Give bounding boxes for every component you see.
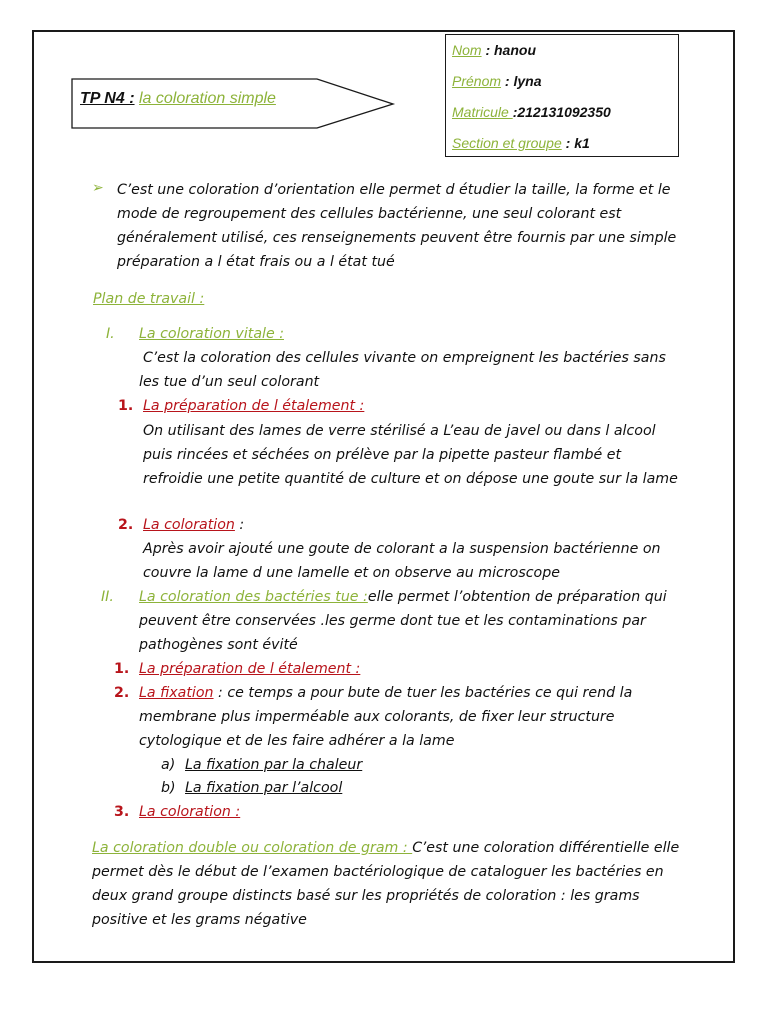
s1-item1-heading: La préparation de l étalement :: [143, 398, 365, 414]
s1-item1-text: On utilisant des lames de verre stérilisé a L’eau de javel ou dans l alcool puis rincées et séchées on prélève par la pipette pasteur flambé et refroidie une petite quantité de culture et on dépose une goute sur la lame: [143, 423, 678, 487]
section1-number: I.: [106, 326, 115, 342]
page-border: [32, 30, 735, 963]
s2-sub-b-text: La fixation par l’alcool: [185, 780, 343, 796]
s2-item2-paragraph: [139, 681, 679, 753]
gram-text: C’est une coloration différentielle elle permet dès le début de l’examen bactériologique de cataloguer les bactéries en deux grand groupe distincts basé sur les propriétés de coloration : les grams positive et les grams négative: [92, 840, 680, 928]
s2-item2-text: : ce temps a pour bute de tuer les bactéries ce qui rend la membrane plus imperméable aux colorants, de fixer leur structure cytologique et de les faire adhérer a la lame: [139, 685, 633, 749]
prenom-row: [452, 68, 672, 99]
s2-item3-heading: La coloration :: [139, 804, 241, 820]
section1-text: C’est la coloration des cellules vivante on empreignent les bactéries sans les tue d’un seul colorant: [139, 350, 666, 390]
section2-paragraph: [139, 585, 684, 657]
bullet-arrow-icon: ➢: [92, 180, 104, 196]
section-label: Section et groupe: [452, 135, 562, 151]
section2-text: elle permet l’obtention de préparation qui peuvent être conservées .les germe dont tue et les contaminations par pathogènes sont évité: [139, 589, 667, 653]
s2-item1-heading: La préparation de l étalement :: [139, 661, 361, 677]
plan-title: Plan de travail :: [93, 291, 205, 307]
section2-heading: La coloration des bactéries tue :: [139, 589, 368, 605]
student-info-box: [445, 34, 679, 157]
s2-item2-number: 2.: [114, 685, 130, 701]
s2-sub-b-letter: b): [161, 780, 176, 796]
prenom-label: Prénom: [452, 73, 502, 89]
s2-item1-number: 1.: [114, 661, 130, 677]
nom-value: : hanou: [485, 42, 536, 58]
section-value: : k1: [565, 135, 590, 151]
s1-item2-number: 2.: [118, 517, 134, 533]
s1-item2-text: Après avoir ajouté une goute de colorant a la suspension bactérienne on couvre la lame d une lamelle et on observe au microscope: [143, 541, 661, 581]
intro-paragraph: C’est une coloration d’orientation elle permet d étudier la taille, la forme et le mode de regroupement des cellules bactérienne, une seul colorant est généralement utilisé, ces renseignements peuvent être fournis par une simple préparation a l état frais ou a l état tué: [117, 182, 677, 270]
prenom-value: : lyna: [504, 73, 542, 89]
section1-heading: La coloration vitale :: [139, 326, 284, 342]
gram-heading: La coloration double ou coloration de gram :: [92, 840, 413, 856]
s2-item2-heading: La fixation: [139, 685, 214, 701]
matricule-label: Matricule: [452, 104, 513, 120]
section2-number: II.: [101, 589, 114, 605]
matricule-row: [452, 99, 672, 130]
s1-item2-heading-line: [143, 513, 244, 537]
title-subject: la coloration simple: [138, 90, 276, 107]
matricule-value: :212131092350: [512, 104, 611, 120]
page-title: [80, 90, 276, 108]
s1-item2-heading: La coloration: [143, 517, 235, 533]
title-tp-number: TP N4 :: [80, 90, 135, 107]
s2-sub-a-text: La fixation par la chaleur: [185, 757, 363, 773]
section-row: [452, 130, 672, 161]
s2-item3-number: 3.: [114, 804, 130, 820]
s1-item2-after: :: [234, 517, 245, 533]
s1-item1-number: 1.: [118, 398, 134, 414]
s2-sub-a-letter: a): [161, 757, 176, 773]
gram-paragraph: [92, 836, 682, 932]
nom-row: [452, 37, 672, 68]
nom-label: Nom: [452, 42, 482, 58]
